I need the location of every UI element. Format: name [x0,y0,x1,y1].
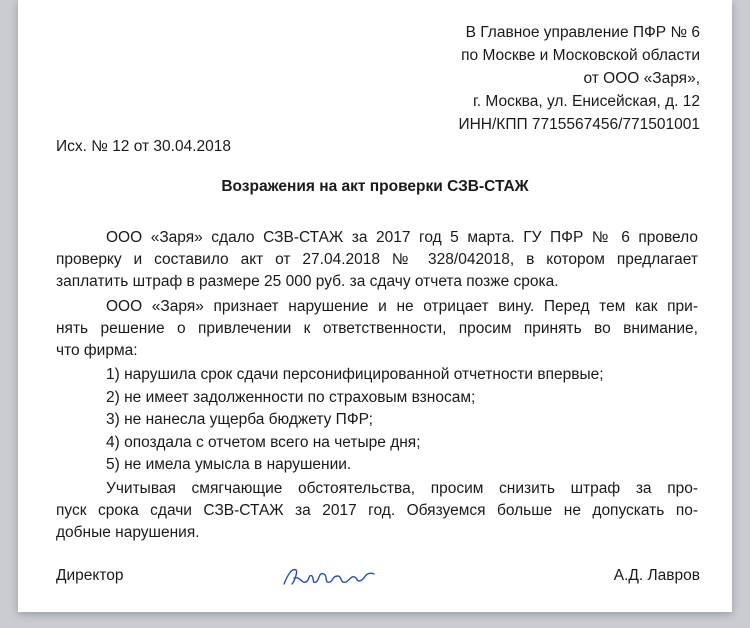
list-item: 2) не имеет задолженности по страховым взносам; [106,388,476,406]
addressee-line: ИНН/КПП 7715567456/771501001 [458,116,700,133]
paragraph-line: ООО «Заря» сдало СЗВ-СТАЖ за 2017 год 5 марта. ГУ ПФР № 6 провело [106,229,698,246]
signer-name: А.Д. Лавров [613,567,700,584]
document-page [18,0,732,612]
handwritten-signature [280,560,380,597]
paragraph-line: Учитывая смягчающие обстоятельства, просим снизить штраф за про- [106,480,698,497]
addressee-line: от ООО «Заря», [583,70,700,87]
addressee-line: В Главное управление ПФР № 6 [465,24,700,41]
list-item: 3) не нанесла ущерба бюджету ПФР; [106,411,373,428]
paragraph-line: проверку и составило акт от 27.04.2018 № 328/042018, в котором предлагает [56,251,698,268]
outgoing-number: Исх. № 12 от 30.04.2018 [56,138,231,155]
list-item: 1) нарушила срок сдачи персонифицированной отчетности впервые; [106,366,604,383]
paragraph-3 [56,478,698,544]
paragraph-line: нять решение о привлечении к ответственности, просим принять во внимание, [56,320,698,337]
paragraph-line: заплатить штраф в размере 25 000 руб. за сдачу отчета позже срока. [56,273,559,290]
paragraph-1 [56,227,698,293]
addressee-block [458,21,700,136]
list-item: 5) не имела умысла в нарушении. [106,456,352,473]
paragraph-line: добные нарушения. [56,524,200,541]
signer-position: Директор [56,567,124,584]
document-title: Возражения на акт проверки СЗВ-СТАЖ [221,178,529,195]
paragraph-line: что фирма: [56,342,138,359]
paragraph-2 [56,296,698,362]
paragraph-line: пуск срока сдачи СЗВ-СТАЖ за 2017 год. Обязуемся больше не допускать по- [56,502,698,519]
mitigating-factors-list [106,364,604,477]
addressee-line: г. Москва, ул. Енисейская, д. 12 [473,93,700,110]
addressee-line: по Москве и Московской области [461,47,700,64]
paragraph-line: ООО «Заря» признает нарушение и не отрицает вину. Перед тем как при- [106,298,698,315]
list-item: 4) опоздала с отчетом всего на четыре дня; [106,433,421,451]
